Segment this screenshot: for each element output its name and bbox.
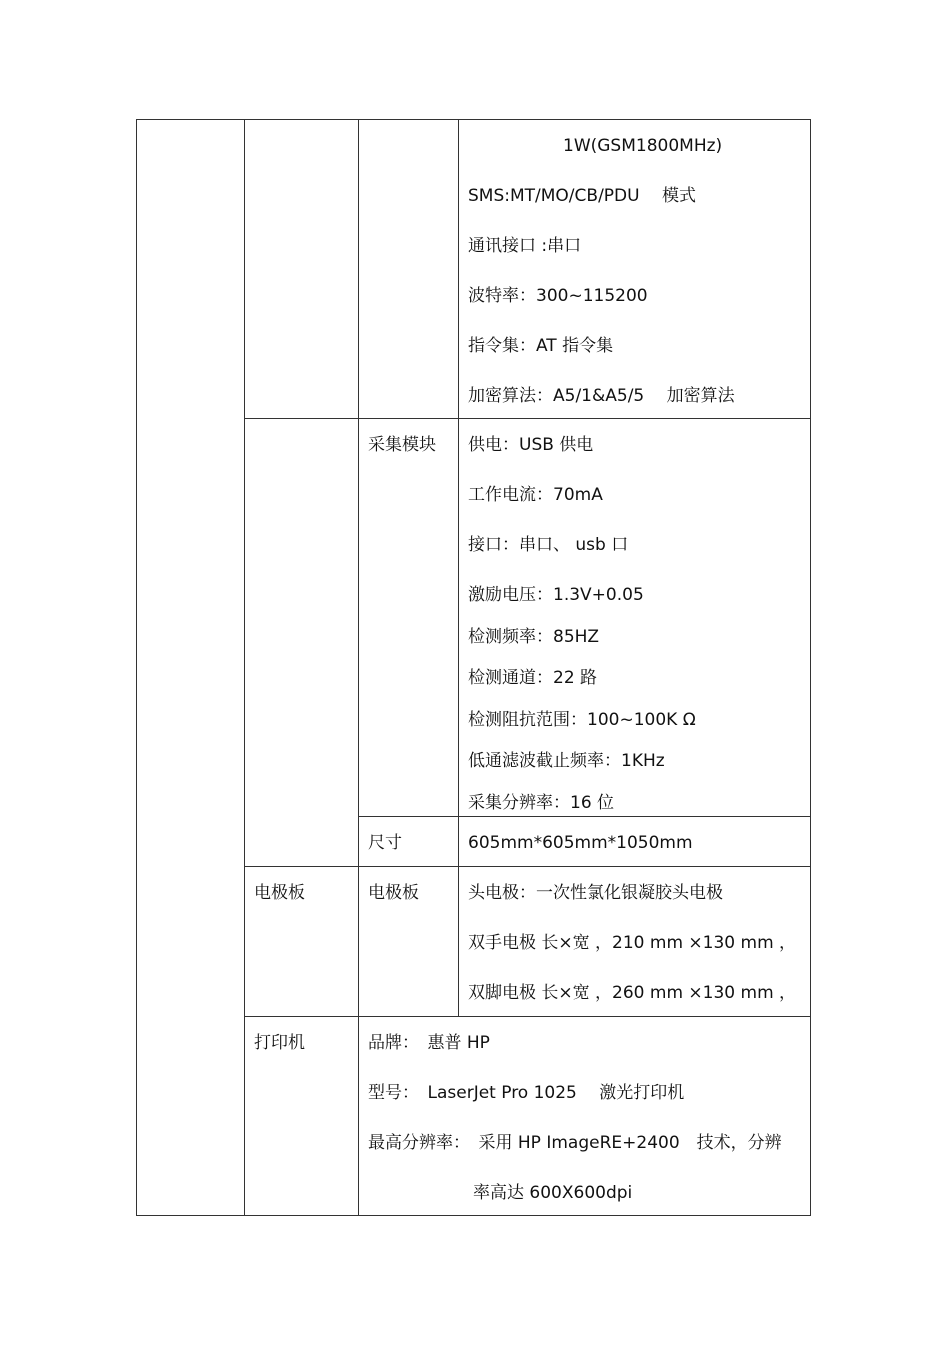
printer-spec-line: 率高达 600X600dpi: [473, 1183, 633, 1203]
electrode-group-label: 电极板: [254, 883, 305, 903]
gsm-spec-line: SMS:MT/MO/CB/PDU 模式: [468, 186, 696, 206]
printer-spec-line: 最高分辨率： 采用 HP ImageRE+2400 技术，分辨: [368, 1133, 782, 1153]
size-label-cell: [359, 817, 459, 867]
gsm-spec-line: 加密算法：A5/1&A5/5 加密算法: [468, 386, 735, 406]
printer-group-cell: [245, 1017, 359, 1216]
electrode-spec-line: 双手电极 长×宽 ，210 mm ×130 mm ，: [468, 933, 797, 953]
gsm-spec-line: 通讯接口 :串口: [468, 236, 582, 256]
gsm-spec-line: 波特率：300~115200: [468, 286, 648, 306]
electrode-spec-line: 双脚电极 长×宽 ，260 mm ×130 mm ，: [468, 983, 797, 1003]
electrode-spec-line: 头电极：一次性氯化银凝胶头电极: [468, 883, 723, 903]
size-value-cell: [459, 817, 811, 867]
category-cell: [137, 120, 245, 1216]
gsm-spec-line: 1W(GSM1800MHz): [563, 136, 723, 156]
acq-spec-line: 低通滤波截止频率：1KHz: [468, 751, 665, 772]
acq-spec-line: 检测通道：22 路: [468, 668, 598, 689]
acq-spec-line: 采集分辨率：16 位: [468, 792, 615, 813]
acq-spec-cell: [459, 419, 811, 817]
electrode-label-cell: [359, 867, 459, 1017]
electrode-spec-cell: [459, 867, 811, 1017]
spec-table: [136, 119, 811, 1216]
acq-spec-line: 供电：USB 供电: [468, 435, 594, 455]
empty-cell: [359, 120, 459, 419]
size-label: 尺寸: [368, 833, 402, 853]
acq-spec-line: 工作电流：70mA: [468, 485, 603, 505]
acq-spec-line: 接口：串口、 usb 口: [468, 535, 629, 555]
printer-spec-cell: [359, 1017, 811, 1216]
acq-spec-line: 检测阻抗范围：100~100K Ω: [468, 709, 696, 730]
size-value: 605mm*605mm*1050mm: [468, 833, 693, 853]
acq-spec-line: 激励电压：1.3V+0.05: [468, 585, 644, 605]
electrode-group-cell: [245, 867, 359, 1017]
acq-label: 采集模块: [368, 435, 436, 455]
gsm-spec-line: 指令集：AT 指令集: [468, 336, 614, 356]
printer-group-label: 打印机: [254, 1033, 305, 1053]
empty-cell: [245, 120, 359, 419]
acq-label-cell: [359, 419, 459, 817]
electrode-label: 电极板: [368, 883, 419, 903]
empty-cell: [245, 419, 359, 867]
gsm-spec-cell: [459, 120, 811, 419]
acq-spec-line: 检测频率：85HZ: [468, 626, 600, 647]
printer-spec-line: 型号： LaserJet Pro 1025 激光打印机: [368, 1083, 685, 1103]
table-row: [137, 120, 811, 419]
printer-spec-line: 品牌： 惠普 HP: [368, 1033, 490, 1053]
